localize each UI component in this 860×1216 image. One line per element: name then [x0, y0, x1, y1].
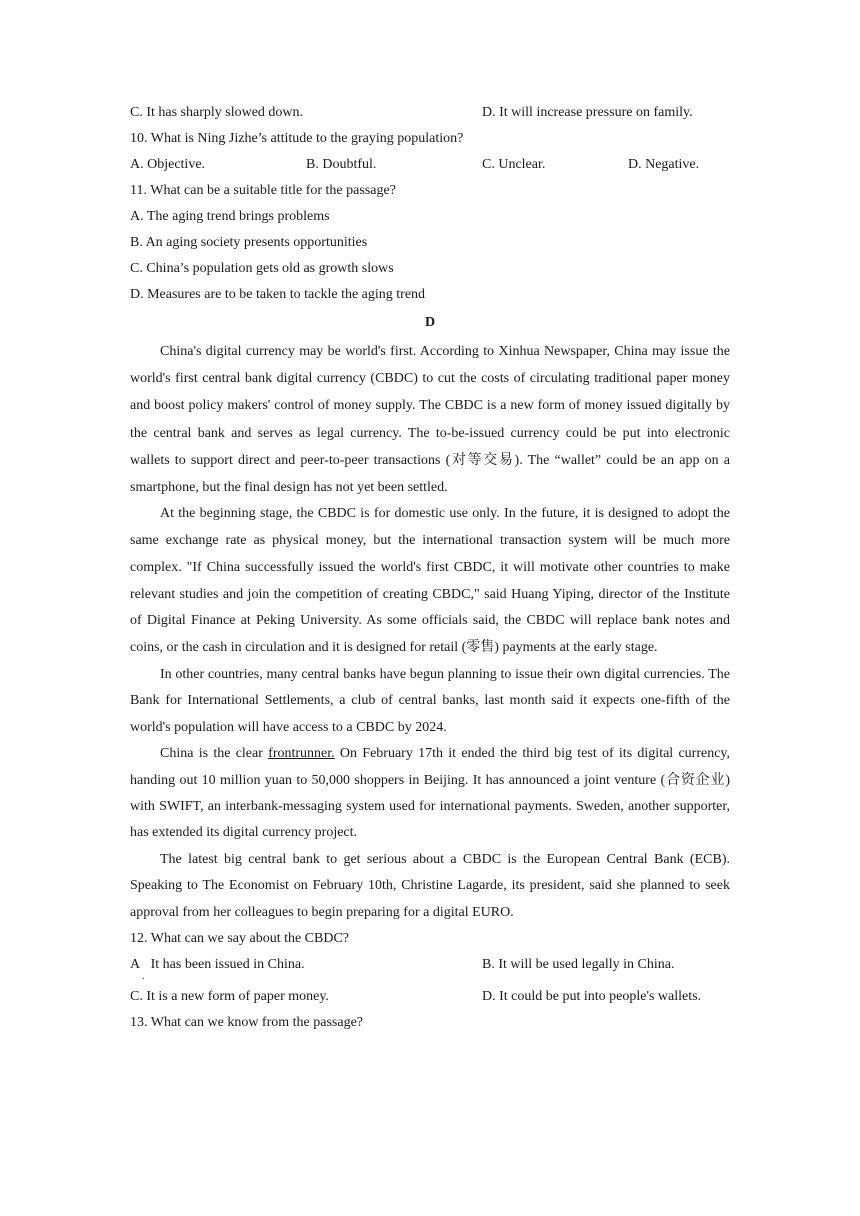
q11-option-a: A. The aging trend brings problems: [130, 209, 330, 224]
q12-options-row-2: [130, 984, 730, 1010]
exam-page: [130, 100, 730, 1036]
q11-question: 11. What can be a suitable title for the passage?: [130, 183, 396, 198]
section-heading: D: [424, 315, 436, 330]
q12-option-d: D. It could be put into people's wallets.: [482, 989, 702, 1005]
q9-option-c: C. It has sharply slowed down.: [130, 105, 304, 120]
q11-option-c: C. China’s population gets old as growth slows: [130, 261, 394, 276]
passage-paragraph-2: At the beginning stage, the CBDC is for domestic use only. In the future, it is designed to adopt the same exchange rate as physical money, but the international transaction system will be much more complex. "If China successfully issued the world's first CBDC, it will motivate other countries to make relevant studies and join the competition of creating CBDC," said Huang Yiping, director of the Institute of Digital Finance at Peking University. As some officials said, the CBDC will replace bank notes and coins, or the cash in circulation and it is designed for retail (零售) payments at the early stage.: [130, 506, 730, 656]
passage-paragraph-1: China's digital currency may be world's first. According to Xinhua Newspaper, China may issue the world's first central bank digital currency (CBDC) to cut the costs of circulating traditional paper money and boost policy makers' control of money supply. The CBDC is a new form of money issued digitally by the central bank and serves as legal currency. The to-be-issued currency could be put into electronic wallets to support direct and peer-to-peer transactions (对等交易). The “wallet” could be an app on a smartphone, but the final design has not yet been settled.: [130, 344, 730, 496]
passage-paragraph-4-start: China is the clear: [160, 746, 269, 762]
underlined-word-frontrunner: frontrunner.: [268, 746, 335, 762]
passage-paragraph-3: In other countries, many central banks have begun planning to issue their own digital currencies. The Bank for International Settlements, a club of central banks, last month said it expects one-fifth of the world's population will have access to a CBDC by 2024.: [130, 667, 730, 735]
q13-question: 13. What can we know from the passage?: [130, 1015, 363, 1031]
passage-paragraph-4: [130, 741, 730, 847]
q10-question: 10. What is Ning Jizhe’s attitude to the graying population?: [130, 131, 464, 146]
q11-option-b: B. An aging society presents opportunities: [130, 235, 368, 250]
q10-option-c: C. Unclear.: [482, 157, 546, 172]
q12-option-a: [130, 952, 482, 983]
q12-option-a-text: It has been issued in China.: [150, 957, 305, 973]
passage-paragraph-5: The latest big central bank to get serious about a CBDC is the European Central Bank (ECB). Speaking to The Economist on February 10th, Christine Lagarde, its president, said she planned to seek approval from her colleagues to begin preparing for a digital EURO.: [130, 851, 730, 920]
passage-paragraph-4-rest: On February 17th it ended the third big test of its digital currency, handing out 10 million yuan to 50,000 shoppers in Beijing. It has announced a joint venture (合资企业) with SWIFT, an interbank-messaging system used for international payments. Sweden, another supporter, has extended its digital currency project.: [130, 746, 731, 841]
q10-option-d: D. Negative.: [628, 157, 700, 172]
q12-options-row-1: [130, 952, 730, 983]
q12-question: 12. What can we say about the CBDC?: [130, 931, 350, 947]
q12-option-b: B. It will be used legally in China.: [482, 957, 675, 973]
q9-option-d: D. It will increase pressure on family.: [482, 105, 693, 120]
q10-option-a: A. Objective.: [130, 157, 206, 172]
q10-options-row: [130, 152, 730, 178]
q11-option-d: D. Measures are to be taken to tackle the aging trend: [130, 287, 426, 302]
q10-option-b: B. Doubtful.: [306, 157, 377, 172]
q12-option-c: C. It is a new form of paper money.: [130, 989, 329, 1005]
q9-options-row: [130, 100, 730, 126]
q12-option-a-dot: .: [142, 971, 145, 983]
q12-option-a-letter: A: [130, 957, 141, 973]
